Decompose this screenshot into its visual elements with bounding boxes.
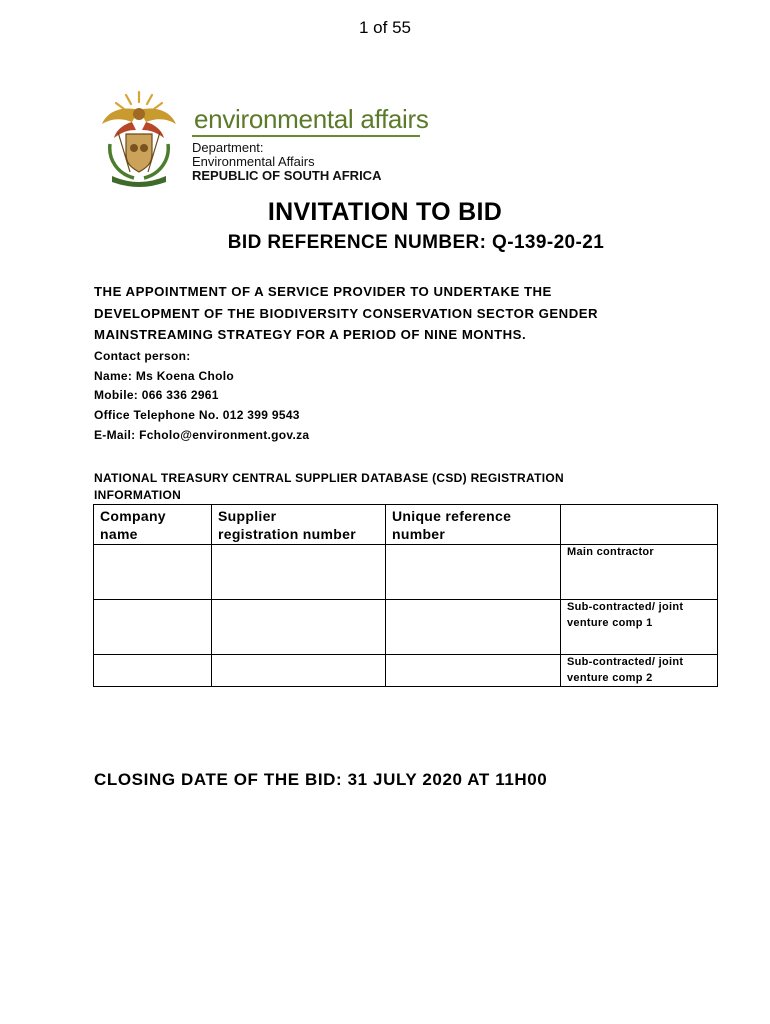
contact-office-phone: Office Telephone No. 012 399 9543 [94, 408, 300, 423]
column-unique-reference-number: Unique reference number [386, 505, 561, 545]
bid-subject [94, 281, 694, 346]
closing-date: CLOSING DATE OF THE BID: 31 JULY 2020 AT 11H00 [94, 770, 548, 789]
contact-email: E-Mail: Fcholo@environment.gov.za [94, 427, 310, 442]
table-row [94, 655, 718, 687]
brand-rule [192, 135, 420, 137]
cell-company-name[interactable] [94, 600, 212, 655]
cell-role-label: Main contractor [561, 545, 718, 600]
column-supplier-registration-number: Supplier registration number [212, 505, 386, 545]
column-company-name: Company name [94, 505, 212, 545]
brand-wordmark: environmental affairs [194, 104, 429, 134]
bid-reference: BID REFERENCE NUMBER: Q-139-20-21 [227, 232, 605, 253]
column-role [561, 505, 718, 545]
cell-role-label: Sub-contracted/ joint venture comp 1 [561, 600, 718, 655]
department-logo [94, 88, 429, 191]
contact-heading: Contact person: [94, 349, 191, 363]
table-row [94, 600, 718, 655]
cell-unique-reference-number[interactable] [386, 545, 561, 600]
logo-line-department: Department: [192, 140, 264, 155]
contact-block [94, 347, 309, 446]
logo-line-country: REPUBLIC OF SOUTH AFRICA [192, 168, 382, 183]
document-title: INVITATION TO BID [267, 198, 503, 226]
csd-heading-line: INFORMATION [94, 488, 182, 502]
subject-line: MAINSTREAMING STRATEGY FOR A PERIOD OF NINE MONTHS. [94, 327, 527, 342]
table-row [94, 545, 718, 600]
logo-line-department-name: Environmental Affairs [192, 154, 315, 169]
cell-supplier-registration-number[interactable] [212, 655, 386, 687]
contact-mobile: Mobile: 066 336 2961 [94, 388, 219, 403]
cell-unique-reference-number[interactable] [386, 655, 561, 687]
cell-company-name[interactable] [94, 545, 212, 600]
coat-of-arms-icon [94, 88, 184, 191]
cell-supplier-registration-number[interactable] [212, 545, 386, 600]
cell-role-label: Sub-contracted/ joint venture comp 2 [561, 655, 718, 687]
contact-name: Name: Ms Koena Cholo [94, 368, 235, 383]
csd-heading [94, 470, 694, 504]
csd-heading-line: NATIONAL TREASURY CENTRAL SUPPLIER DATABASE (CSD) REGISTRATION [94, 471, 564, 485]
subject-line: THE APPOINTMENT OF A SERVICE PROVIDER TO UNDERTAKE THE [94, 284, 552, 299]
cell-supplier-registration-number[interactable] [212, 600, 386, 655]
table-header-row [94, 505, 718, 545]
cell-unique-reference-number[interactable] [386, 600, 561, 655]
cell-company-name[interactable] [94, 655, 212, 687]
page-counter: 1 of 55 [359, 18, 411, 37]
csd-registration-table [93, 504, 718, 687]
subject-line: DEVELOPMENT OF THE BIODIVERSITY CONSERVATION SECTOR GENDER [94, 305, 599, 321]
